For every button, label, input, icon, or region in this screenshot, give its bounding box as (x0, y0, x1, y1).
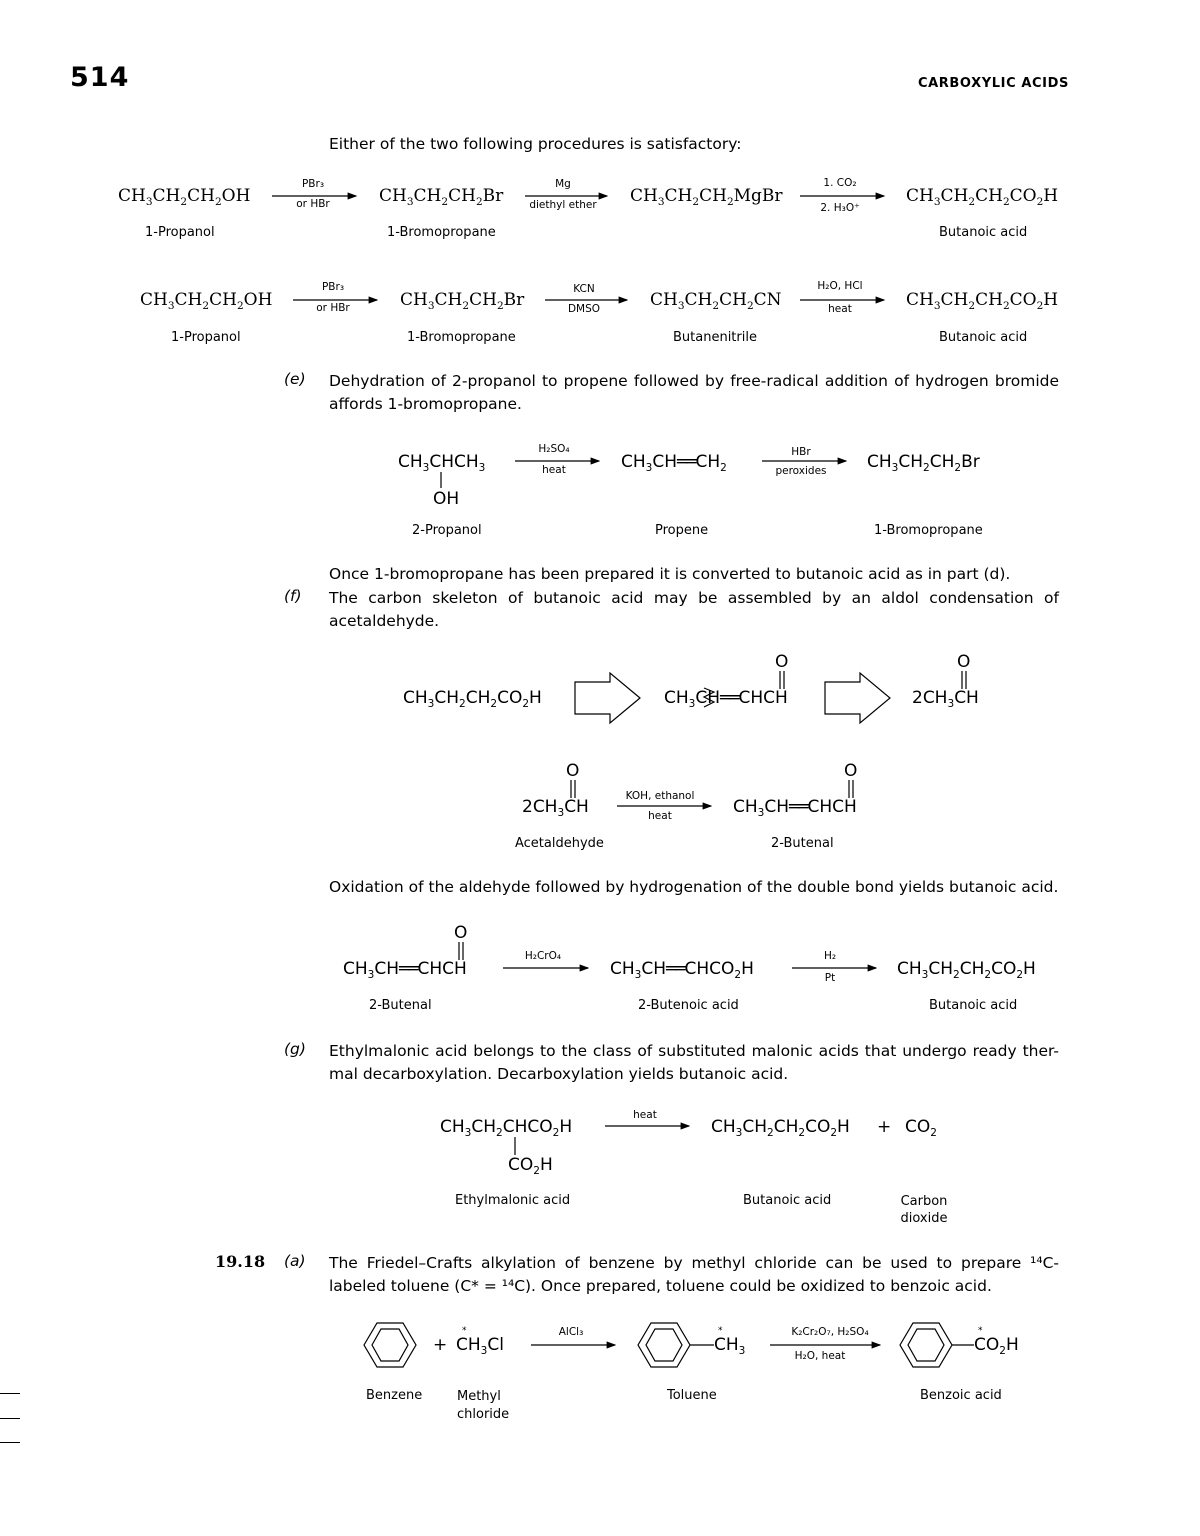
toluene-ring (638, 1323, 714, 1367)
reagent-peroxides: peroxides (775, 465, 827, 477)
reagent-dmso: DMSO (567, 303, 601, 315)
name-2-butenal: 2-Butenal (771, 836, 834, 851)
reagent-diethyl-ether: diethyl ether (529, 199, 597, 211)
label-asterisk: * (462, 1326, 467, 1336)
reagent-kcn: KCN (573, 283, 595, 295)
formula-butenal-disconnection: $CH_3CH══CHCH$ (664, 688, 788, 710)
reagent-hbr: HBr (791, 446, 811, 458)
name-acetaldehyde: Acetaldehyde (515, 836, 604, 851)
once-text: Once 1-bromopropane has been prepared it is converted to butanoic acid as in part (d). (329, 565, 1011, 583)
formula-propene: $CH_3CH══CH_2$ (621, 452, 727, 474)
carbonyl-oxygen: O (957, 652, 971, 672)
reagent-pbr3: PBr₃ (321, 281, 345, 293)
disconnection-mark (704, 688, 714, 707)
formula-co2h-group: $CO_2H$ (508, 1155, 553, 1177)
reagent-mg: Mg (555, 178, 571, 190)
name-1-bromopropane: 1-Bromopropane (874, 523, 983, 538)
formula-1-bromopropane: $CH_3CH_2CH_2Br$ (867, 452, 980, 474)
reagent-koh-ethanol: KOH, ethanol (625, 790, 695, 802)
reagent-pbr3: PBr₃ (301, 178, 325, 190)
reagent-h3o: 2. H₃O⁺ (820, 202, 860, 214)
formula-co2: $CO_2$ (905, 1117, 937, 1139)
retrosynthesis-arrow (575, 673, 640, 723)
name-carbon-dioxide: Carbon dioxide (900, 1194, 948, 1226)
running-head: CARBOXYLIC ACIDS (918, 76, 1069, 91)
name-methyl-chloride: Methyl chloride (457, 1389, 510, 1422)
reagent-alcl3: AlCl₃ (558, 1326, 584, 1338)
formula-ethylmalonic-acid: $CH_3CH_2CHCO_2H$ (440, 1117, 573, 1139)
intro-text: Either of the two following procedures is satisfactory: (329, 135, 742, 153)
part-e-label: (e) (284, 370, 306, 388)
formula-2-acetaldehyde: $2CH_3CH$ (522, 797, 589, 819)
formula-grignard: $CH_3CH_2CH_2MgBr$ (630, 186, 783, 208)
reagent-k2cr2o7: K₂Cr₂O₇, H₂SO₄ (791, 1326, 869, 1338)
name-butanoic-acid: Butanoic acid (929, 998, 1018, 1013)
problem-number: 19.18 (215, 1252, 266, 1271)
formula-1-bromopropane: $CH_3CH_2CH_2Br$ (379, 186, 504, 208)
reagent-heat: heat (633, 1109, 657, 1121)
formula-1-propanol: $CH_3CH_2CH_2OH$ (118, 186, 251, 208)
reagent-h2o-heat: H₂O, heat (794, 1350, 846, 1362)
reagent-heat: heat (648, 810, 672, 822)
reagent-heat: heat (542, 464, 566, 476)
reagent-h2o-hcl: H₂O, HCl (817, 280, 863, 292)
formula-2-propanol: $CH_3CHCH_3$ (398, 452, 486, 474)
name-2-butenal: 2-Butenal (369, 998, 432, 1013)
formula-1-propanol: $CH_3CH_2CH_2OH$ (140, 290, 273, 312)
name-1-propanol: 1-Propanol (171, 330, 241, 345)
carbonyl-oxygen: O (775, 652, 789, 672)
name-benzene: Benzene (366, 1388, 423, 1403)
name-2-butenoic-acid: 2-Butenoic acid (638, 998, 739, 1013)
formula-butanoic-acid: $CH_3CH_2CH_2CO_2H$ (897, 959, 1036, 981)
retrosynthesis-arrow (825, 673, 890, 723)
plus-sign: + (877, 1117, 892, 1137)
formula-butanoic-acid: $CH_3CH_2CH_2CO_2H$ (906, 186, 1059, 208)
name-butanenitrile: Butanenitrile (673, 330, 757, 345)
part-e-text: Dehydration of 2-propanol to propene followed by free-radical addition of hydrogen bromide affords 1-bromopropane. (329, 372, 1059, 413)
part-f-label: (f) (284, 587, 302, 605)
problem-19-18-text: The Friedel–Crafts alkylation of benzene by methyl chloride can be used to prepare ¹⁴C-labeled toluene (C* = ¹⁴C). Once prepared, toluene could be oxidized to benzoic acid. (329, 1254, 1059, 1295)
name-2-propanol: 2-Propanol (412, 523, 482, 538)
formula-butanoic-acid: $CH_3CH_2CH_2CO_2H$ (403, 688, 542, 710)
formula-co2h: $CO_2H$ (974, 1335, 1019, 1357)
part-f-text: The carbon skeleton of butanoic acid may be assembled by an aldol condensation of acetaldehyde. (329, 589, 1059, 630)
label-asterisk: * (978, 1326, 983, 1336)
carbonyl-oxygen: O (566, 761, 580, 781)
page-number: 514 (70, 62, 130, 93)
name-butanoic-acid: Butanoic acid (939, 225, 1028, 240)
reagent-pt: Pt (824, 972, 836, 984)
plus-sign: + (433, 1335, 448, 1355)
formula-2-acetaldehyde: $2CH_3CH$ (912, 688, 979, 710)
label-asterisk: * (718, 1326, 723, 1336)
part-a-label: (a) (284, 1252, 306, 1270)
reagent-h2so4: H₂SO₄ (538, 443, 570, 455)
name-1-bromopropane: 1-Bromopropane (407, 330, 516, 345)
formula-ch3: $CH_3$ (714, 1335, 746, 1357)
formula-2-butenoic-acid: $CH_3CH══CHCO_2H$ (610, 959, 754, 981)
name-butanoic-acid: Butanoic acid (939, 330, 1028, 345)
benzene-ring (364, 1323, 416, 1367)
carbonyl-oxygen: O (454, 923, 468, 943)
reagent-h2: H₂ (823, 950, 837, 962)
reagent-co2: 1. CO₂ (823, 177, 857, 189)
name-propene: Propene (655, 523, 709, 538)
formula-methyl-chloride: $CH_3Cl$ (456, 1335, 504, 1357)
formula-oh-group: OH (433, 489, 460, 509)
formula-1-bromopropane: $CH_3CH_2CH_2Br$ (400, 290, 525, 312)
formula-butanoic-acid: $CH_3CH_2CH_2CO_2H$ (711, 1117, 850, 1139)
name-benzoic-acid: Benzoic acid (920, 1388, 1002, 1403)
reagent-heat: heat (828, 303, 852, 315)
name-toluene: Toluene (667, 1388, 717, 1403)
part-g-text: Ethylmalonic acid belongs to the class of substituted malonic acids that undergo ready ther-mal decarboxylation. Decarboxylation yields butanoic acid. (329, 1042, 1059, 1083)
reagent-or-hbr: or HBr (296, 198, 330, 210)
formula-2-butenal: $CH_3CH══CHCH$ (733, 797, 857, 819)
part-g-label: (g) (284, 1040, 306, 1058)
formula-butanoic-acid: $CH_3CH_2CH_2CO_2H$ (906, 290, 1059, 312)
carbonyl-oxygen: O (844, 761, 858, 781)
reagent-h2cro4: H₂CrO₄ (524, 950, 562, 962)
benzoic-acid-ring (900, 1323, 974, 1367)
oxidation-text: Oxidation of the aldehyde followed by hydrogenation of the double bond yields butanoic acid. (329, 878, 1059, 896)
name-1-propanol: 1-Propanol (145, 225, 215, 240)
reagent-or-hbr: or HBr (316, 302, 350, 314)
name-1-bromopropane: 1-Bromopropane (387, 225, 496, 240)
formula-butanenitrile: $CH_3CH_2CH_2CN$ (650, 290, 782, 312)
name-butanoic-acid: Butanoic acid (743, 1193, 832, 1208)
name-ethylmalonic-acid: Ethylmalonic acid (455, 1193, 571, 1208)
formula-2-butenal: $CH_3CH══CHCH$ (343, 959, 467, 981)
